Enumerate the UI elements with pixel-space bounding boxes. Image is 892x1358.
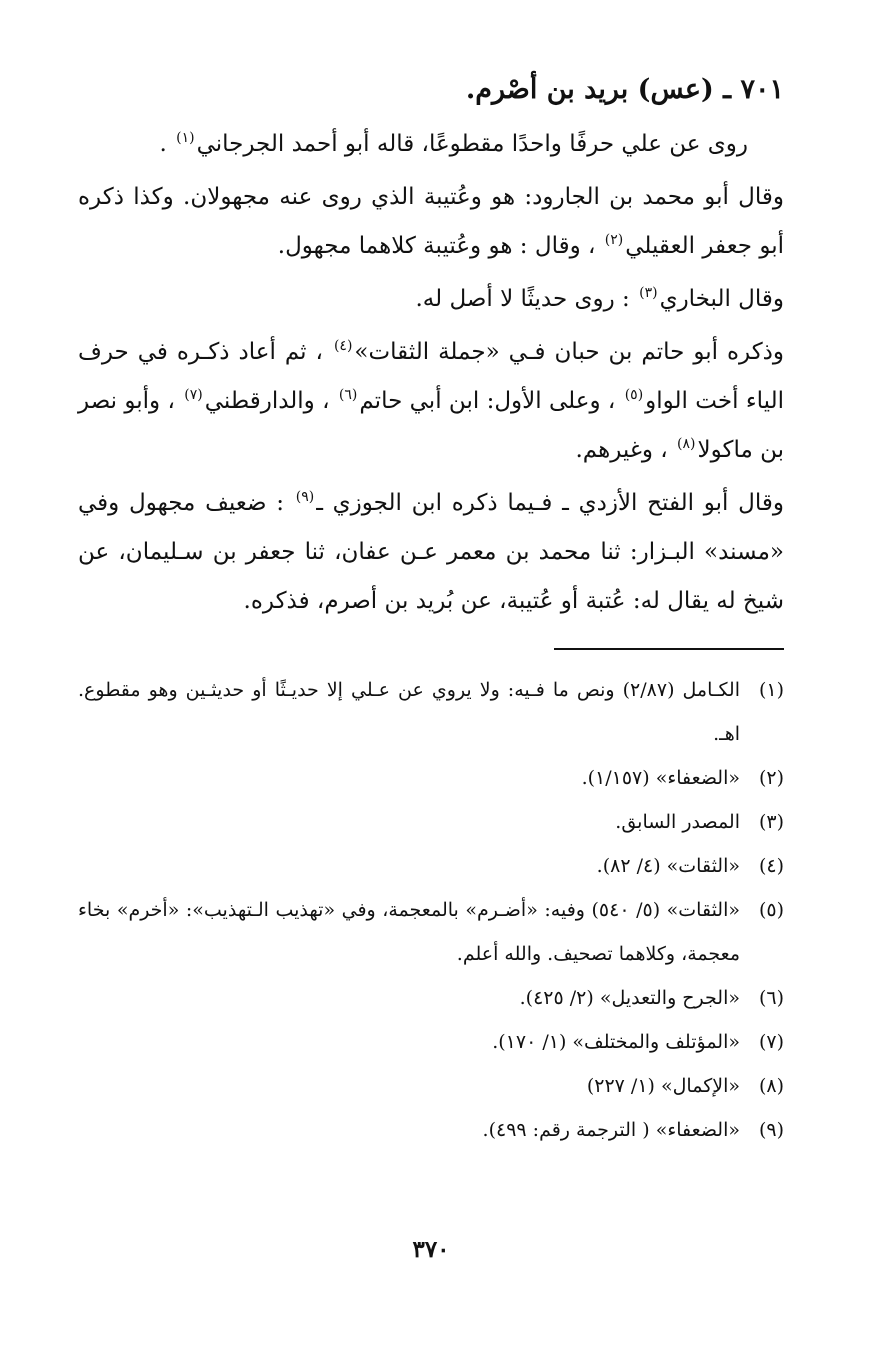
- footnote-number: (٧): [758, 1031, 784, 1053]
- footnote-text: «الضعفاء» ( الترجمة رقم: ٤٩٩).: [482, 1119, 740, 1141]
- footnote-marker-2: (٢): [604, 232, 624, 249]
- footnote-2: [78, 756, 784, 800]
- footnote-marker-9: (٩): [295, 489, 315, 506]
- footnotes: [78, 668, 784, 1152]
- footnote-marker-5: (٥): [624, 387, 644, 404]
- footnote-marker-6: (٦): [338, 387, 358, 404]
- footnote-number: (٩): [758, 1119, 784, 1141]
- footnote-text: «الجرح والتعديل» (٢/ ٤٢٥).: [519, 987, 740, 1009]
- footnote-number: (٢): [758, 767, 784, 789]
- footnote-number: (١): [758, 679, 784, 701]
- footnote-text: «الثقات» (٤/ ٨٢).: [596, 855, 740, 877]
- paragraph-4-text-a: وذكره أبو حاتم بن حبان فـي «جملة الثقات»: [354, 339, 785, 365]
- paragraph-4-text-e: ، وأبو نصر بن ماكولا: [78, 388, 784, 463]
- footnote-3: [78, 800, 784, 844]
- paragraph-1-text: روى عن علي حرفًا واحدًا مقطوعًا، قاله أبو أحمد الجرجاني: [196, 131, 748, 157]
- footnote-9: [78, 1108, 784, 1152]
- paragraph-2-text-a: وقال أبو محمد بن الجارود: هو وعُتيبة الذي روى عنه مجهولان. وكذا ذكره أبو جعفر العقيلي: [78, 184, 784, 259]
- footnote-text: «الإكمال» (١/ ٢٢٧): [586, 1075, 740, 1097]
- paragraph-2-text-b: ، وقال : هو وعُتيبة كلاهما مجهول.: [277, 233, 596, 259]
- footnote-number: (٤): [758, 855, 784, 877]
- paragraph-3-text-a: وقال البخاري: [659, 286, 784, 312]
- paragraph-5-text-b: : ضعيف مجهول وفي «مسند» البـزار: ثنا محمد بن معمر عـن عفان، ثنا جعفر بن سـليمان، عن شيخ له يقال له: عُتبة أو عُتيبة، عن بُريد بن أصرم، فذكره.: [78, 490, 784, 614]
- paragraph-4-text-f: ، وغيرهم.: [575, 437, 668, 463]
- paragraph-3-text-b: : روى حديثًا لا أصل له.: [415, 286, 630, 312]
- footnote-1: [78, 668, 784, 756]
- footnote-separator: [554, 648, 784, 650]
- footnote-marker-7: (٧): [184, 387, 203, 404]
- paragraph-4-text-c: ، وعلى الأول: ابن أبي حاتم: [359, 388, 616, 414]
- footnote-marker-1: (١): [176, 130, 195, 147]
- paragraph-2: [78, 173, 784, 271]
- footnote-marker-4: (٤): [333, 338, 353, 355]
- paragraph-4-text-b: ، ثم أعاد ذكـره في حرف الياء أخت الواو: [78, 339, 784, 414]
- paragraph-4-text-d: ، والدارقطني: [204, 388, 330, 414]
- footnote-number: (٥): [758, 899, 784, 921]
- footnote-8: [78, 1064, 784, 1108]
- paragraph-3: [78, 275, 784, 324]
- footnote-5: [78, 888, 784, 976]
- footnote-text: «الثقات» (٥/ ٥٤٠) وفيه: «أضـرم» بالمعجمة، وفي «تهذيب الـتهذيب»: «أخرم» بخاء معجمة، وكلاهما تصحيف. والله أعلم.: [78, 899, 740, 965]
- footnote-marker-8: (٨): [677, 436, 696, 453]
- footnote-marker-3: (٣): [639, 285, 658, 302]
- entry-title: ٧٠١ ـ (عس) بريد بن أصْرم.: [465, 74, 784, 105]
- page-number: ٣٧٠: [412, 1236, 450, 1263]
- footnote-7: [78, 1020, 784, 1064]
- footnote-text: المصدر السابق.: [615, 811, 740, 833]
- footnote-text: «المؤتلف والمختلف» (١/ ١٧٠).: [492, 1031, 740, 1053]
- paragraph-4: [78, 328, 784, 475]
- footnote-4: [78, 844, 784, 888]
- footnote-number: (٣): [758, 811, 784, 833]
- book-page: [78, 70, 784, 1330]
- footnote-number: (٦): [758, 987, 784, 1009]
- footnote-text: «الضعفاء» (١/١٥٧).: [581, 767, 740, 789]
- footnote-6: [78, 976, 784, 1020]
- paragraph-1: [78, 120, 784, 169]
- paragraph-5: [78, 479, 784, 626]
- footnote-number: (٨): [758, 1075, 784, 1097]
- footnote-text: الكـامل (٢/٨٧) ونص ما فـيه: ولا يروي عن عـلي إلا حديـثًا أو حديثـين وهو مقطوع. اهـ.: [78, 679, 740, 745]
- paragraph-5-text-a: وقال أبو الفتح الأزدي ـ فـيما ذكره ابن الجوزي ـ: [316, 490, 784, 516]
- paragraph-1-end: .: [159, 131, 167, 157]
